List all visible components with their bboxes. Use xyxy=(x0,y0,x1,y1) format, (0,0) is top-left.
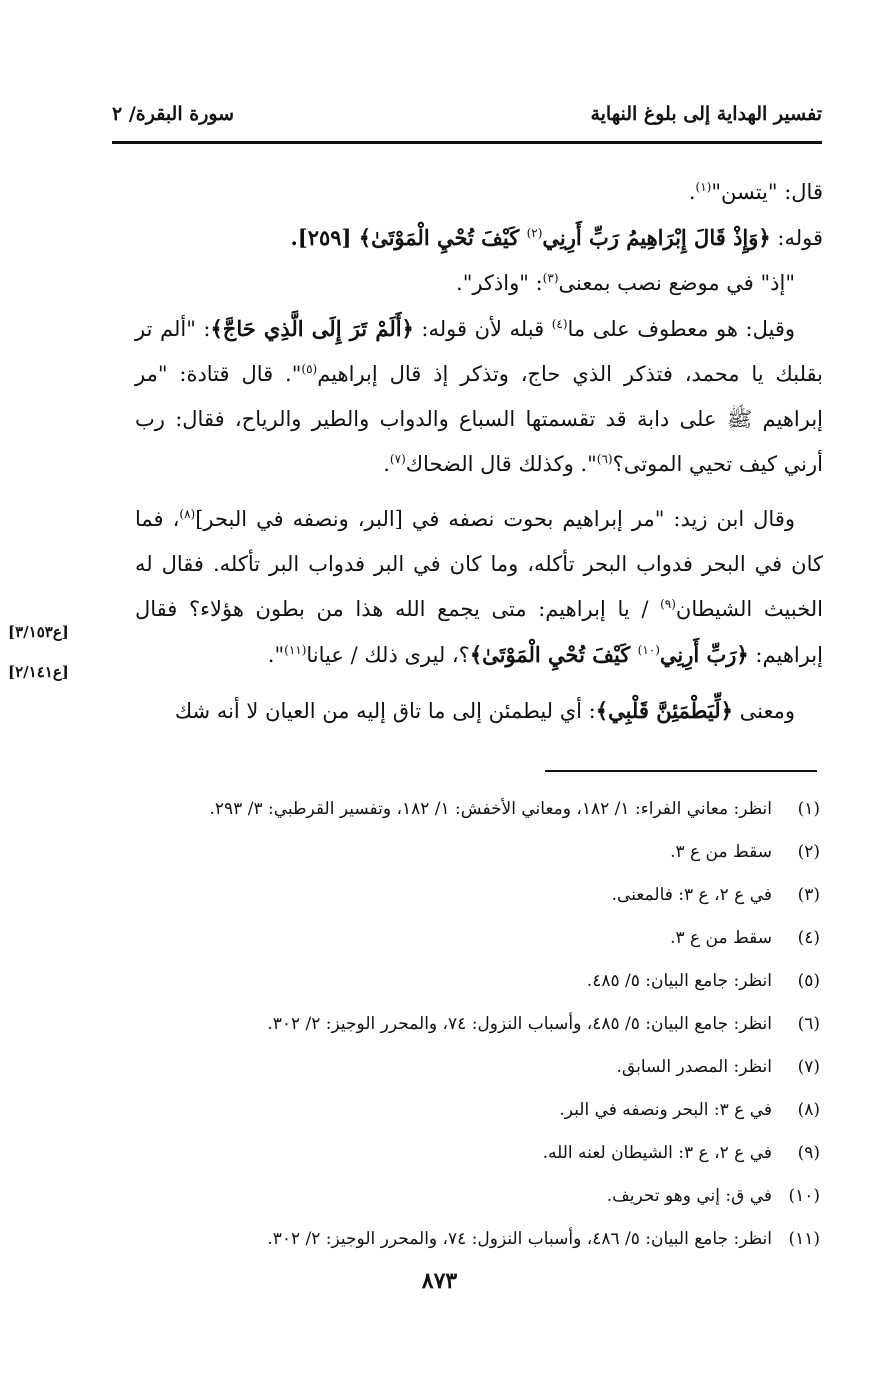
quran-verse: ﴿أَلَمْ تَرَ إِلَى الَّذِي حَاجَّ﴾ xyxy=(210,316,414,341)
header-rule xyxy=(112,141,822,144)
footnote-ref[interactable]: (١) xyxy=(695,180,712,194)
paragraph-2: قوله: ﴿وَإِذْ قَالَ إِبْرَاهِيمُ رَبِّ أَرِنِي$^{(٢)}$ كَيْفَ تُحْيِ الْمَوْتَىٰ﴾ [٢٥٩]. xyxy=(290,225,823,250)
footnote-ref[interactable]: (٦) xyxy=(596,452,613,466)
quran-verse: ﴿وَإِذْ قَالَ إِبْرَاهِيمُ رَبِّ أَرِنِي xyxy=(542,225,771,250)
footnote-text: في ع ٢، ع ٣: الشيطان لعنه الله. xyxy=(542,1143,772,1163)
page-number: ٨٧٣ xyxy=(421,1268,458,1294)
main-text xyxy=(135,170,823,734)
footnote-number: (٣) xyxy=(797,885,820,905)
footnote-ref[interactable]: (٤) xyxy=(551,317,568,331)
footnote-number: (٩) xyxy=(797,1143,820,1163)
footnote-ref[interactable]: (٧) xyxy=(389,452,406,466)
paragraph-1: قال: "يتسن"$^{(١)}$. xyxy=(688,180,823,204)
manuscript-page-marker: [ع٢/١٤١] xyxy=(8,663,69,681)
paragraph-5: وقال ابن زيد: "مر إبراهيم بحوت نصفه في [البر، ونصفه في البحر]$^{(٨)}$، فما كان في البحر فدواب البحر تأكله، وما كان في البر فدواب البر تأكله. فقال له الخبيث الشيطان$^{(٩)}$ / يا إبراهيم: متى يجمع الله هذا من بطون هؤلاء؟ فقال إبراهيم: ﴿رَبِّ أَرِنِي$^{(١٠)}$ كَيْفَ تُحْيِ الْمَوْتَىٰ﴾؟، ليرى ذلك / عيانا$^{(١١)}$". xyxy=(135,507,823,667)
footnote-text: سقط من ع ٣. xyxy=(670,928,772,948)
footnote-number: (٥) xyxy=(797,971,820,991)
footnote-text: انظر: معاني الفراء: ١/ ١٨٢، ومعاني الأخفش: ١/ ١٨٢، وتفسير القرطبي: ٣/ ٢٩٣. xyxy=(209,799,772,819)
footnote-item xyxy=(130,1052,820,1095)
footnote-number: (٢) xyxy=(797,842,820,862)
footnote-text: انظر: جامع البيان: ٥/ ٤٨٦، وأسباب النزول: ٧٤، والمحرر الوجيز: ٢/ ٣٠٢. xyxy=(267,1229,772,1249)
footnote-text: انظر: جامع البيان: ٥/ ٤٨٥، وأسباب النزول: ٧٤، والمحرر الوجيز: ٢/ ٣٠٢. xyxy=(267,1014,772,1034)
surah-label: سورة البقرة/ ٢ xyxy=(112,103,235,125)
footnote-item xyxy=(130,880,820,923)
paragraph-3: "إذ" في موضع نصب بمعنى$^{(٣)}$: "واذكر". xyxy=(456,271,795,295)
footnote-item xyxy=(130,1138,820,1181)
footnote-number: (١) xyxy=(797,799,820,819)
paragraph-4: وقيل: هو معطوف على ما$^{(٤)}$ قبله لأن قوله: ﴿أَلَمْ تَرَ إِلَى الَّذِي حَاجَّ﴾: "ألم تر بقلبك يا محمد، فتذكر الذي حاج، وتذكر إذ قال إبراهيم$^{(٥)}$". قال قتادة: "مر إبراهيم ﷺ على دابة قد تقسمتها السباع والدواب والطير والرياح، فقال: رب أرني كيف تحيي الموتى؟$^{(٦)}$". وكذلك قال الضحاك$^{(٧)}$. xyxy=(135,316,823,476)
footnote-ref[interactable]: (٩) xyxy=(660,597,676,611)
footnote-ref[interactable]: (٢) xyxy=(526,226,543,240)
footnote-text: سقط من ع ٣. xyxy=(670,842,772,862)
footnote-item xyxy=(130,1181,820,1224)
running-header xyxy=(112,103,822,139)
footnote-text: في ق: إني وهو تحريف. xyxy=(606,1186,772,1206)
footnote-item xyxy=(130,923,820,966)
footnote-number: (١١) xyxy=(788,1229,820,1249)
paragraph-6: ومعنى ﴿لِّيَطْمَئِنَّ قَلْبِي﴾: أي ليطمئن إلى ما تاق إليه من العيان لا أنه شك xyxy=(174,698,795,723)
footnote-text: في ع ٣: البحر ونصفه في البر. xyxy=(559,1100,772,1120)
footnote-item xyxy=(130,1224,820,1267)
quran-verse: ﴿لِّيَطْمَئِنَّ قَلْبِي﴾ xyxy=(595,698,733,723)
footnote-number: (٨) xyxy=(797,1100,820,1120)
footnote-ref[interactable]: (٥) xyxy=(301,362,318,376)
verse-number: [٢٥٩]. xyxy=(290,225,359,250)
footnotes xyxy=(130,794,820,1267)
footnote-item xyxy=(130,1009,820,1052)
footnote-separator xyxy=(545,770,817,772)
quran-verse: ﴿رَبِّ أَرِنِي xyxy=(659,642,749,667)
footnote-number: (١٠) xyxy=(788,1186,820,1206)
footnote-number: (٦) xyxy=(797,1014,820,1034)
footnote-text: انظر: المصدر السابق. xyxy=(616,1057,772,1077)
footnote-ref[interactable]: (٣) xyxy=(542,271,559,285)
quran-verse: كَيْفَ تُحْيِ الْمَوْتَىٰ﴾ xyxy=(358,225,527,250)
footnote-number: (٧) xyxy=(797,1057,820,1077)
footnote-ref[interactable]: (١٠) xyxy=(637,643,660,657)
footnote-text: في ع ٢، ع ٣: فالمعنى. xyxy=(611,885,772,905)
footnote-ref[interactable]: (١١) xyxy=(284,643,307,657)
footnote-number: (٤) xyxy=(797,928,820,948)
footnote-item xyxy=(130,1095,820,1138)
manuscript-page-marker: [ع٣/١٥٣] xyxy=(8,623,69,641)
footnote-item xyxy=(130,837,820,880)
quran-verse: كَيْفَ تُحْيِ الْمَوْتَىٰ﴾ xyxy=(469,642,638,667)
footnote-item xyxy=(130,794,820,837)
book-title: تفسير الهداية إلى بلوغ النهاية xyxy=(590,103,822,125)
footnote-item xyxy=(130,966,820,1009)
footnote-text: انظر: جامع البيان: ٥/ ٤٨٥. xyxy=(586,971,772,991)
footnote-ref[interactable]: (٨) xyxy=(179,507,196,521)
